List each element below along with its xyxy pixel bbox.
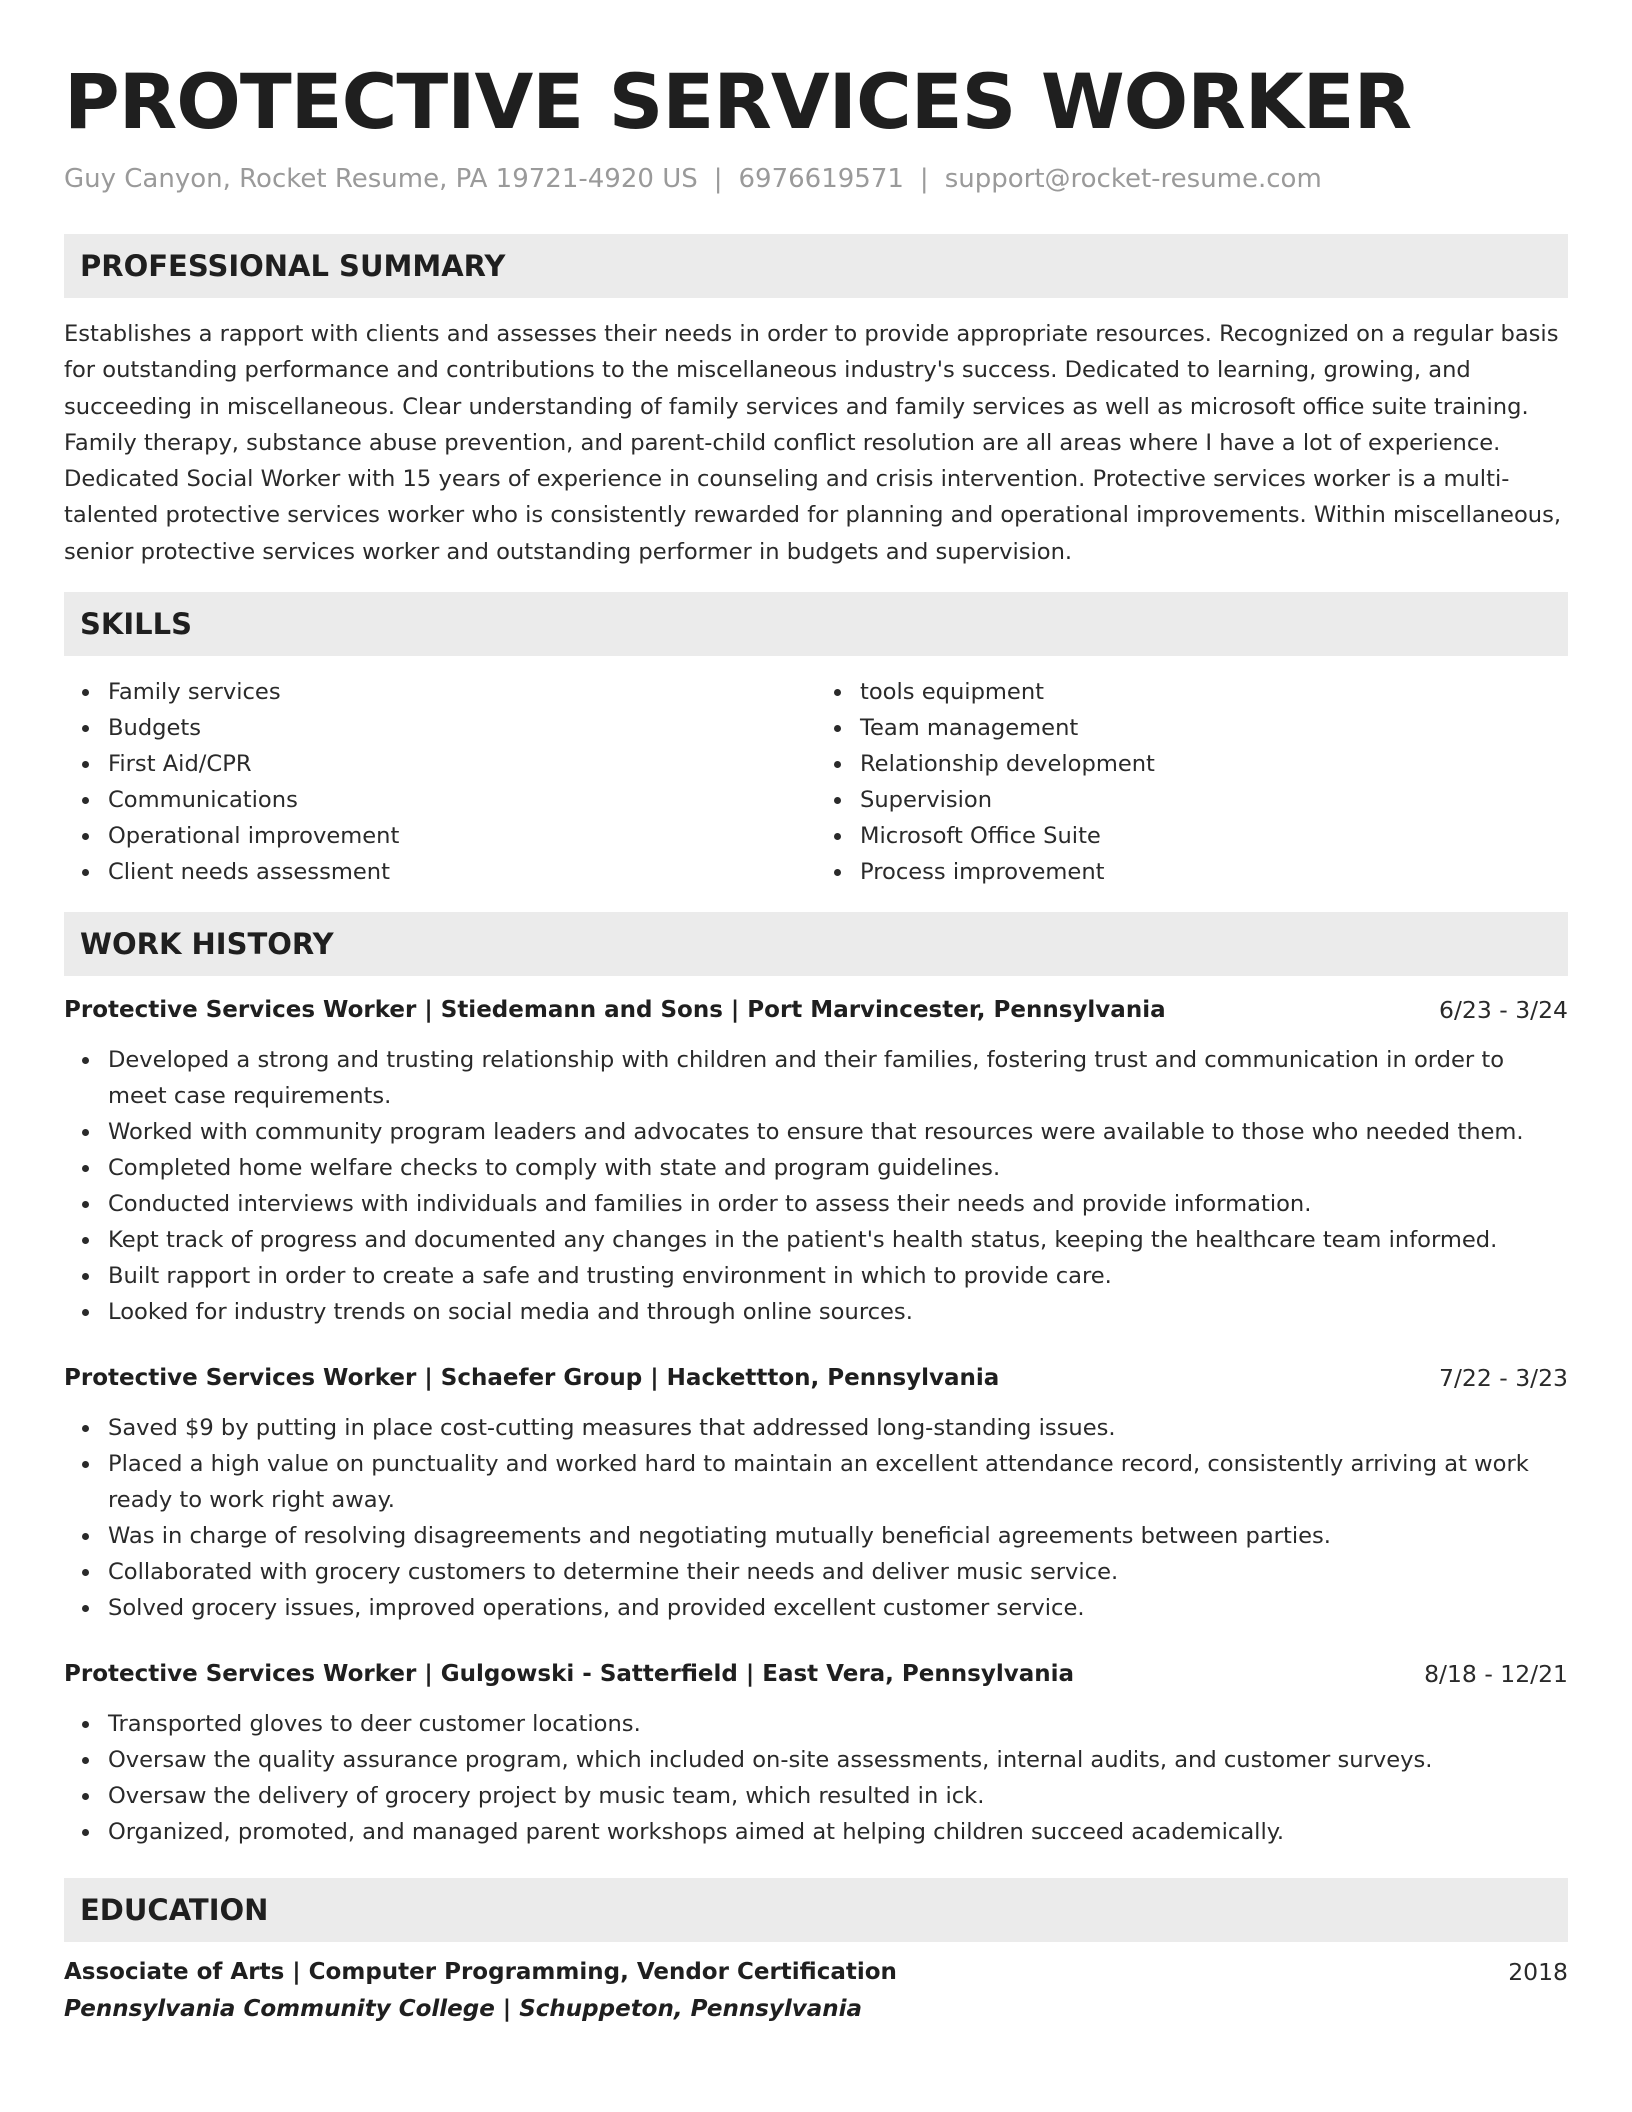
skill-item: Communications [108, 782, 816, 818]
job-bullet: Oversaw the delivery of grocery project by music team, which resulted in ick. [108, 1778, 1568, 1814]
summary-section-header [64, 234, 1568, 298]
job-bullet: Completed home welfare checks to comply with state and program guidelines. [108, 1150, 1568, 1186]
job-title: Protective Services Worker | Gulgowski - Satterfield | East Vera, Pennsylvania [64, 1661, 1074, 1688]
contact-separator: | [919, 164, 929, 194]
job-title: Protective Services Worker | Stiedemann and Sons | Port Marvincester, Pennsylvania [64, 997, 1166, 1024]
job-bullet: Oversaw the quality assurance program, which included on-site assessments, internal audits, and customer surveys. [108, 1742, 1568, 1778]
education-entry [64, 1954, 1568, 2028]
skill-item: Microsoft Office Suite [860, 818, 1568, 854]
job-bullet: Was in charge of resolving disagreements and negotiating mutually beneficial agreements between parties. [108, 1518, 1568, 1554]
skill-item: Client needs assessment [108, 854, 816, 890]
contact-separator: | [713, 164, 723, 194]
skills-section-header [64, 592, 1568, 656]
skill-item: Operational improvement [108, 818, 816, 854]
education-section-header [64, 1878, 1568, 1942]
education-header [64, 1954, 1568, 1990]
job-title: Protective Services Worker | Schaefer Group | Hackettton, Pennsylvania [64, 1365, 1000, 1392]
skill-item: Family services [108, 674, 816, 710]
education-year: 2018 [1508, 1958, 1568, 1987]
job-bullet: Kept track of progress and documented any changes in the patient's health status, keeping the healthcare team informed. [108, 1222, 1568, 1258]
job-bullet: Saved $9 by putting in place cost-cutting measures that addressed long-standing issues. [108, 1410, 1568, 1446]
job-dates: 6/23 - 3/24 [1439, 996, 1568, 1025]
job-bullet: Worked with community program leaders and advocates to ensure that resources were available to those who needed them. [108, 1114, 1568, 1150]
skills-list [64, 674, 1568, 890]
education-section-title: EDUCATION [80, 1893, 269, 1928]
contact-address: Guy Canyon, Rocket Resume, PA 19721-4920 US [64, 164, 698, 194]
education-degree: Associate of Arts | Computer Programming, Vendor Certification [64, 1959, 897, 1986]
job-header [64, 1360, 1568, 1396]
work-section-title: WORK HISTORY [80, 927, 334, 962]
job-bullet: Built rapport in order to create a safe and trusting environment in which to provide care. [108, 1258, 1568, 1294]
summary-section-title: PROFESSIONAL SUMMARY [80, 249, 506, 283]
job-bullet: Developed a strong and trusting relationship with children and their families, fostering trust and communication in order to meet case requirements. [108, 1042, 1568, 1114]
skills-column-left [64, 674, 816, 890]
job-dates: 7/22 - 3/23 [1439, 1364, 1568, 1393]
contact-phone: 6976619571 [738, 164, 904, 194]
job-bullets [64, 1410, 1568, 1626]
job-bullet: Placed a high value on punctuality and worked hard to maintain an excellent attendance record, consistently arriving at work ready to work right away. [108, 1446, 1568, 1518]
contact-line [64, 162, 1568, 196]
job-entry [64, 1360, 1568, 1626]
skill-item: Supervision [860, 782, 1568, 818]
resume-title: PROTECTIVE SERVICES WORKER [64, 57, 1412, 146]
skill-item: Process improvement [860, 854, 1568, 890]
job-header [64, 992, 1568, 1028]
skills-column-right [816, 674, 1568, 890]
job-bullet: Solved grocery issues, improved operations, and provided excellent customer service. [108, 1590, 1568, 1626]
job-entry [64, 992, 1568, 1330]
job-entry [64, 1656, 1568, 1850]
skill-item: First Aid/CPR [108, 746, 816, 782]
skill-item: tools equipment [860, 674, 1568, 710]
job-bullet: Conducted interviews with individuals and families in order to assess their needs and provide information. [108, 1186, 1568, 1222]
skill-item: Team management [860, 710, 1568, 746]
job-bullets [64, 1706, 1568, 1850]
work-section-header [64, 912, 1568, 976]
skills-section-title: SKILLS [80, 607, 192, 642]
skill-item: Budgets [108, 710, 816, 746]
education-school: Pennsylvania Community College | Schuppeton, Pennsylvania [64, 1996, 863, 2023]
job-bullet: Collaborated with grocery customers to determine their needs and deliver music service. [108, 1554, 1568, 1590]
resume-page [64, 56, 1568, 2028]
job-bullet: Organized, promoted, and managed parent workshops aimed at helping children succeed academically. [108, 1814, 1568, 1850]
contact-email: support@rocket-resume.com [944, 164, 1322, 194]
skill-item: Relationship development [860, 746, 1568, 782]
job-bullets [64, 1042, 1568, 1330]
job-bullet: Looked for industry trends on social media and through online sources. [108, 1294, 1568, 1330]
summary-text: Establishes a rapport with clients and assesses their needs in order to provide appropriate resources. Recognized on a regular basis for outstanding performance and contributions to the miscellaneous industry's success. Dedicated to learning, growing, and succeeding in miscellaneous. Clear understanding of family services and family services as well as microsoft office suite training. Family therapy, substance abuse prevention, and parent-child conflict resolution are all areas where I have a lot of experience. Dedicated Social Worker with 15 years of experience in counseling and crisis intervention. Protective services worker is a multi-talented protective services worker who is consistently rewarded for planning and operational improvements. Within miscellaneous, senior protective services worker and outstanding performer in budgets and supervision. [64, 321, 1562, 565]
job-header [64, 1656, 1568, 1692]
job-bullet: Transported gloves to deer customer locations. [108, 1706, 1568, 1742]
job-dates: 8/18 - 12/21 [1424, 1660, 1568, 1689]
